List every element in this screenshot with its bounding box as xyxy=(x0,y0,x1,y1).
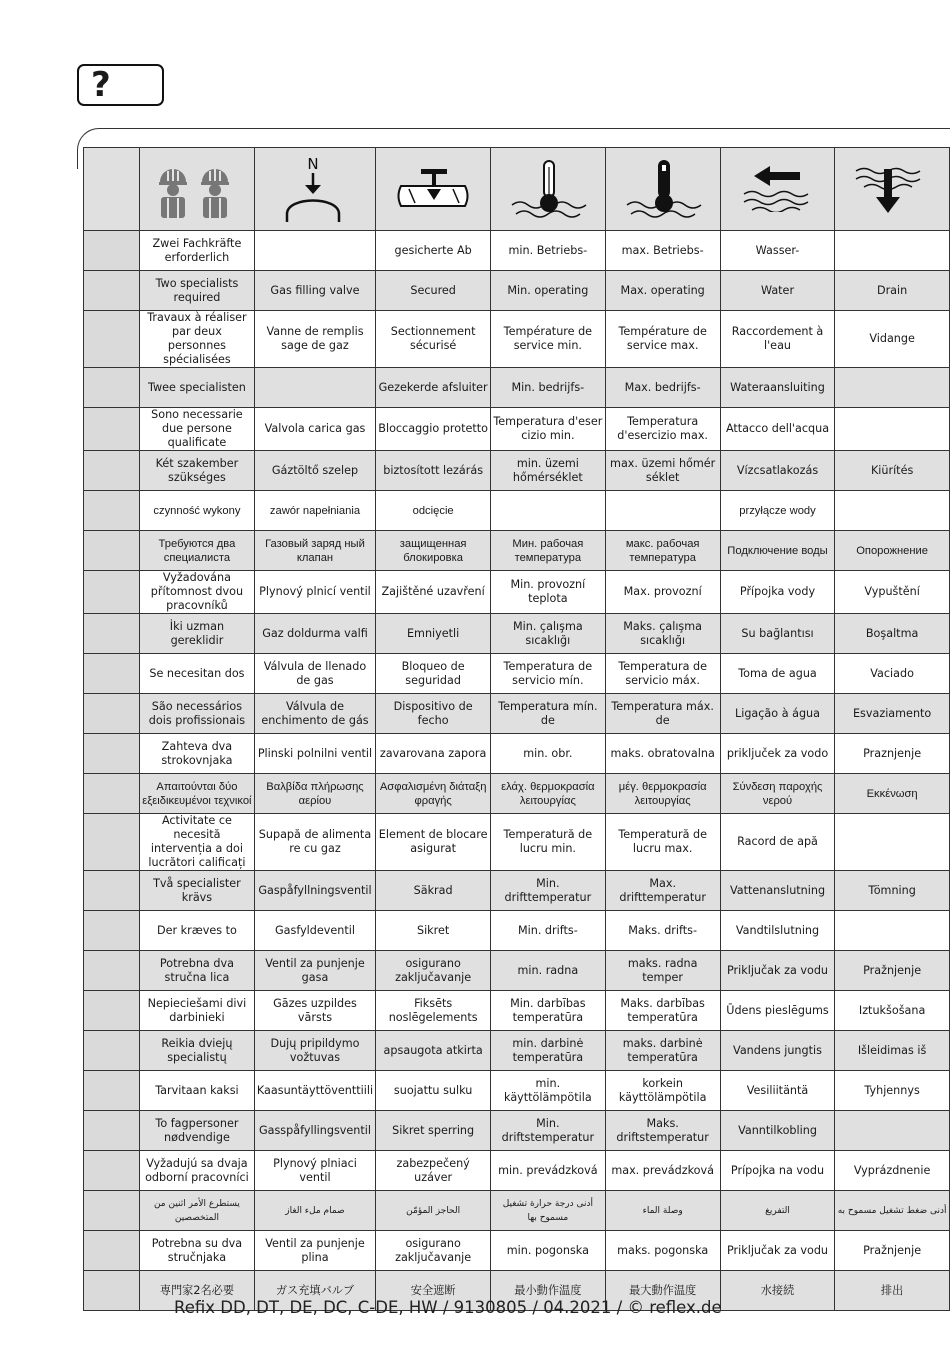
table-cell: Min. çalışma sıcaklığı xyxy=(491,614,605,654)
table-row xyxy=(84,271,950,311)
table-cell: Temperatură de lucru max. xyxy=(605,814,720,871)
help-symbol-box xyxy=(77,64,164,106)
table-cell: Plinski polnilni ventil xyxy=(254,734,375,774)
table-cell: Gāzes uzpildes vārsts xyxy=(254,991,375,1031)
table-row xyxy=(84,311,950,368)
row-lead-cell xyxy=(84,871,140,911)
table-cell: Temperatura d'eser cizio min. xyxy=(491,408,605,451)
drain-icon xyxy=(854,163,930,215)
row-lead-cell xyxy=(84,1271,140,1311)
table-cell: maks. pogonska xyxy=(605,1231,720,1271)
table-cell: zabezpečený uzáver xyxy=(376,1151,491,1191)
table-cell: Praznjenje xyxy=(835,734,950,774)
table-cell: Potrebna dva stručna lica xyxy=(139,951,254,991)
table-cell: 最小動作温度 xyxy=(491,1271,605,1311)
table-cell: Esvaziamento xyxy=(835,694,950,734)
two-workers-icon xyxy=(155,160,239,218)
table-cell: Vyprázdnenie xyxy=(835,1151,950,1191)
table-cell: Min. operating xyxy=(491,271,605,311)
table-cell: Pražnjenje xyxy=(835,951,950,991)
row-lead-cell xyxy=(84,991,140,1031)
table-cell: zavarovana zapora xyxy=(376,734,491,774)
table-cell: Min. driftstemperatur xyxy=(491,1111,605,1151)
table-cell: min. radna xyxy=(491,951,605,991)
table-cell: Temperatura mín. de xyxy=(491,694,605,734)
table-cell: Gaspåfyllningsventil xyxy=(254,871,375,911)
icon-cell xyxy=(720,148,834,231)
table-cell: 安全遮断 xyxy=(376,1271,491,1311)
table-cell: Απαιτούνται δύο εξειδικευμένοι τεχνικοί xyxy=(139,774,254,814)
table-cell: max. üzemi hőmér séklet xyxy=(605,451,720,491)
table-cell: apsaugota atkirta xyxy=(376,1031,491,1071)
table-cell: Tarvitaan kaksi xyxy=(139,1071,254,1111)
table-cell xyxy=(254,231,375,271)
table-cell xyxy=(835,911,950,951)
table-cell: Gasspåfyllingsventil xyxy=(254,1111,375,1151)
table-cell: osigurano zaključavanje xyxy=(376,1231,491,1271)
row-lead-cell xyxy=(84,1031,140,1071)
table-cell: Priključak za vodu xyxy=(720,1231,834,1271)
table-cell: Température de service min. xyxy=(491,311,605,368)
table-cell xyxy=(835,368,950,408)
table-cell: Мин. рабочая температура xyxy=(491,531,605,571)
table-row xyxy=(84,368,950,408)
row-lead-cell xyxy=(84,654,140,694)
table-cell: Kaasuntäyttöventtiili xyxy=(254,1071,375,1111)
table-cell: priključek za vodo xyxy=(720,734,834,774)
table-cell: Iztukšošana xyxy=(835,991,950,1031)
table-cell: Vízcsatlakozás xyxy=(720,451,834,491)
table-row xyxy=(84,1151,950,1191)
table-cell xyxy=(835,408,950,451)
table-cell: korkein käyttölämpötila xyxy=(605,1071,720,1111)
table-row xyxy=(84,774,950,814)
table-cell: Tömning xyxy=(835,871,950,911)
table-cell: Kiürítés xyxy=(835,451,950,491)
max-temperature-icon xyxy=(623,159,703,219)
table-cell: التفريغ xyxy=(720,1191,834,1231)
table-row xyxy=(84,871,950,911)
table-cell: Min. darbības temperatūra xyxy=(491,991,605,1031)
row-lead-cell xyxy=(84,148,140,231)
table-cell: Min. drifttemperatur xyxy=(491,871,605,911)
table-cell xyxy=(835,1111,950,1151)
table-cell: 最大動作温度 xyxy=(605,1271,720,1311)
table-cell: Potrebna su dva stručnjaka xyxy=(139,1231,254,1271)
table-cell: Maks. drifts- xyxy=(605,911,720,951)
table-cell: São necessários dois profissionais xyxy=(139,694,254,734)
row-lead-cell xyxy=(84,774,140,814)
table-cell: Max. drifttemperatur xyxy=(605,871,720,911)
table-cell: Reikia dviejų specialistų xyxy=(139,1031,254,1071)
icon-cell xyxy=(254,148,375,231)
table-cell: Vandens jungtis xyxy=(720,1031,834,1071)
table-cell: وصلة الماء xyxy=(605,1191,720,1231)
table-cell: 専門家2名必要 xyxy=(139,1271,254,1311)
table-cell: أدنى ضغط تشغيل مسموح به xyxy=(835,1191,950,1231)
water-connection-icon xyxy=(740,166,816,212)
table-cell: Газовый заряд ный клапан xyxy=(254,531,375,571)
table-row xyxy=(84,1111,950,1151)
table-cell: Raccordement à l'eau xyxy=(720,311,834,368)
table-cell: Maks. darbības temperatūra xyxy=(605,991,720,1031)
table-cell: Min. bedrijfs- xyxy=(491,368,605,408)
icon-cell xyxy=(491,148,605,231)
table-cell: Travaux à réaliser par deux personnes spécialisées xyxy=(139,311,254,368)
table-cell: Priključak za vodu xyxy=(720,951,834,991)
table-cell: min. pogonska xyxy=(491,1231,605,1271)
table-cell: Fiksēts noslēgelements xyxy=(376,991,491,1031)
table-row xyxy=(84,531,950,571)
table-cell: Attacco dell'acqua xyxy=(720,408,834,451)
document-footer: Refix DD, DT, DE, DC, C-DE, HW / 9130805 / 04.2021 / © reflex.de xyxy=(174,1298,722,1317)
table-cell: To fagpersoner nødvendige xyxy=(139,1111,254,1151)
table-cell xyxy=(605,491,720,531)
table-cell: min. üzemi hőmérséklet xyxy=(491,451,605,491)
table-cell: min. käyttölämpötila xyxy=(491,1071,605,1111)
gas-valve-nitrogen-icon xyxy=(283,154,347,224)
table-cell: Emniyetli xyxy=(376,614,491,654)
table-cell: Supapă de alimenta re cu gaz xyxy=(254,814,375,871)
table-cell: Gaz doldurma valfi xyxy=(254,614,375,654)
table-cell: Se necesitan dos xyxy=(139,654,254,694)
table-cell: Twee specialisten xyxy=(139,368,254,408)
table-cell: min. Betriebs- xyxy=(491,231,605,271)
table-row xyxy=(84,734,950,774)
row-lead-cell xyxy=(84,951,140,991)
table-cell: Valvola carica gas xyxy=(254,408,375,451)
table-cell: max. prevádzková xyxy=(605,1151,720,1191)
table-cell: Tyhjennys xyxy=(835,1071,950,1111)
table-cell: Su bağlantısı xyxy=(720,614,834,654)
table-cell: İki uzman gereklidir xyxy=(139,614,254,654)
table-cell: Zajištěné uzavření xyxy=(376,571,491,614)
table-cell: Temperatura máx. de xyxy=(605,694,720,734)
table-row xyxy=(84,911,950,951)
table-row xyxy=(84,654,950,694)
table-cell: Zahteva dva strokovnjaka xyxy=(139,734,254,774)
min-temperature-icon xyxy=(508,159,588,219)
multilingual-symbol-table xyxy=(83,147,950,1311)
table-cell: Två specialister krävs xyxy=(139,871,254,911)
table-cell: Min. provozní teplota xyxy=(491,571,605,614)
table-cell: Válvula de llenado de gas xyxy=(254,654,375,694)
table-cell: Ασφαλισμένη διάταξη φραγής xyxy=(376,774,491,814)
icon-cell xyxy=(376,148,491,231)
row-lead-cell xyxy=(84,814,140,871)
table-cell: Max. bedrijfs- xyxy=(605,368,720,408)
table-cell: Bloccaggio protetto xyxy=(376,408,491,451)
table-cell: 排出 xyxy=(835,1271,950,1311)
table-cell: Vanntilkobling xyxy=(720,1111,834,1151)
table-row xyxy=(84,1231,950,1271)
table-cell: Drain xyxy=(835,271,950,311)
table-cell: Требуются два специалиста xyxy=(139,531,254,571)
table-cell: Gasfyldeventil xyxy=(254,911,375,951)
table-cell: Vandtilslutning xyxy=(720,911,834,951)
table-cell: Temperatura de servicio máx. xyxy=(605,654,720,694)
table-cell: Boşaltma xyxy=(835,614,950,654)
row-lead-cell xyxy=(84,734,140,774)
row-lead-cell xyxy=(84,368,140,408)
table-cell: أدنى درجة حرارة تشغيل مسموح بها xyxy=(491,1191,605,1231)
table-cell: Prípojka na vodu xyxy=(720,1151,834,1191)
table-cell: Racord de apă xyxy=(720,814,834,871)
table-cell: biztosított lezárás xyxy=(376,451,491,491)
table-cell: Toma de agua xyxy=(720,654,834,694)
row-lead-cell xyxy=(84,1191,140,1231)
table-cell: Két szakember szükséges xyxy=(139,451,254,491)
row-lead-cell xyxy=(84,271,140,311)
table-cell: Zwei Fachkräfte erforderlich xyxy=(139,231,254,271)
table-cell: Max. operating xyxy=(605,271,720,311)
table-cell: odcięcie xyxy=(376,491,491,531)
table-cell: μέγ. θερμοκρασία λειτουργίας xyxy=(605,774,720,814)
table-cell: Vesiliitäntä xyxy=(720,1071,834,1111)
table-cell: maks. darbinė temperatūra xyxy=(605,1031,720,1071)
table-cell xyxy=(491,491,605,531)
table-cell: Wateraansluiting xyxy=(720,368,834,408)
table-row xyxy=(84,491,950,531)
table-cell: ガス充填バルブ xyxy=(254,1271,375,1311)
row-lead-cell xyxy=(84,451,140,491)
table-cell: Ligação à água xyxy=(720,694,834,734)
icon-cell xyxy=(139,148,254,231)
table-cell: Sectionnement sécurisé xyxy=(376,311,491,368)
table-cell xyxy=(835,231,950,271)
table-cell: Température de service max. xyxy=(605,311,720,368)
table-cell: ελάχ. θερμοκρασία λειτουργίας xyxy=(491,774,605,814)
table-cell: maks. radna temper xyxy=(605,951,720,991)
table-row xyxy=(84,231,950,271)
table-cell: Nepieciešami divi darbinieki xyxy=(139,991,254,1031)
table-cell: Išleidimas iš xyxy=(835,1031,950,1071)
table-cell: min. obr. xyxy=(491,734,605,774)
table-cell: Two specialists required xyxy=(139,271,254,311)
table-cell: Dujų pripildymo vožtuvas xyxy=(254,1031,375,1071)
table-cell: Přípojka vody xyxy=(720,571,834,614)
table-cell: Подключение воды xyxy=(720,531,834,571)
table-cell: Secured xyxy=(376,271,491,311)
table-cell: Element de blocare asigurat xyxy=(376,814,491,871)
table-cell: Vanne de remplis sage de gaz xyxy=(254,311,375,368)
row-lead-cell xyxy=(84,491,140,531)
table-cell: Temperatura d'esercizio max. xyxy=(605,408,720,451)
table-cell: Säkrad xyxy=(376,871,491,911)
table-cell: Dispositivo de fecho xyxy=(376,694,491,734)
table-cell: maks. obratovalna xyxy=(605,734,720,774)
table-cell: osigurano zaključavanje xyxy=(376,951,491,991)
table-cell: Plynový plnicí ventil xyxy=(254,571,375,614)
table-cell: Σύνδεση παροχής νερού xyxy=(720,774,834,814)
table-row xyxy=(84,451,950,491)
table-cell: min. prevádzková xyxy=(491,1151,605,1191)
table-cell: Activitate ce necesită intervenția a doi lucrători calificați xyxy=(139,814,254,871)
table-cell: Vypuštění xyxy=(835,571,950,614)
table-cell: Βαλβίδα πλήρωσης αερίου xyxy=(254,774,375,814)
table-cell: Min. drifts- xyxy=(491,911,605,951)
table-row xyxy=(84,694,950,734)
table-cell: Gezekerde afsluiter xyxy=(376,368,491,408)
table-cell: Ventil za punjenje plina xyxy=(254,1231,375,1271)
table-row xyxy=(84,408,950,451)
table-cell: يستطرع الأمر اثنين من المتخصصين xyxy=(139,1191,254,1231)
table-cell: max. Betriebs- xyxy=(605,231,720,271)
row-lead-cell xyxy=(84,408,140,451)
table-cell: Bloqueo de seguridad xyxy=(376,654,491,694)
table-cell: Vattenanslutning xyxy=(720,871,834,911)
row-lead-cell xyxy=(84,231,140,271)
table-cell: макс. рабочая температура xyxy=(605,531,720,571)
table-cell: min. darbinė temperatūra xyxy=(491,1031,605,1071)
table-row xyxy=(84,1071,950,1111)
table-cell: Water xyxy=(720,271,834,311)
table-row xyxy=(84,1031,950,1071)
table-cell: защищенная блокировка xyxy=(376,531,491,571)
table-cell: Maks. driftstemperatur xyxy=(605,1111,720,1151)
table-row xyxy=(84,991,950,1031)
table-cell: Max. provozní xyxy=(605,571,720,614)
table-cell: Pražnjenje xyxy=(835,1231,950,1271)
table-cell: Maks. çalışma sıcaklığı xyxy=(605,614,720,654)
table-cell: Ūdens pieslēgums xyxy=(720,991,834,1031)
table-cell: Gáztöltő szelep xyxy=(254,451,375,491)
row-lead-cell xyxy=(84,1231,140,1271)
table-cell: czynność wykony xyxy=(139,491,254,531)
table-cell: Der kræves to xyxy=(139,911,254,951)
table-cell: Εκκένωση xyxy=(835,774,950,814)
icon-cell xyxy=(605,148,720,231)
table-cell: Sono necessarie due persone qualificate xyxy=(139,408,254,451)
table-cell: Vyžadována přítomnost dvou pracovníků xyxy=(139,571,254,614)
row-lead-cell xyxy=(84,571,140,614)
table-cell: zawór napełniania xyxy=(254,491,375,531)
table-cell: Plynový plniaci ventil xyxy=(254,1151,375,1191)
table-cell: Vyžadujú sa dvaja odborní pracovníci xyxy=(139,1151,254,1191)
table-cell: Temperatura de servicio mín. xyxy=(491,654,605,694)
table-cell: Sikret xyxy=(376,911,491,951)
table-cell: Ventil za punjenje gasa xyxy=(254,951,375,991)
nitrogen-label: N xyxy=(307,155,319,173)
help-symbol: ? xyxy=(91,65,111,105)
table-cell: Vaciado xyxy=(835,654,950,694)
table-cell: Sikret sperring xyxy=(376,1111,491,1151)
row-lead-cell xyxy=(84,1071,140,1111)
table-cell: przyłącze wody xyxy=(720,491,834,531)
secured-shutoff-icon xyxy=(395,167,471,211)
table-cell: 水接続 xyxy=(720,1271,834,1311)
row-lead-cell xyxy=(84,694,140,734)
table-cell: Wasser- xyxy=(720,231,834,271)
table-cell: الحاجز المؤمّن xyxy=(376,1191,491,1231)
row-lead-cell xyxy=(84,1151,140,1191)
table-cell xyxy=(835,814,950,871)
table-cell: Válvula de enchimento de gás xyxy=(254,694,375,734)
table-cell: Temperatură de lucru min. xyxy=(491,814,605,871)
row-lead-cell xyxy=(84,1111,140,1151)
table-cell: gesicherte Ab xyxy=(376,231,491,271)
table-cell: Опорожнение xyxy=(835,531,950,571)
table-cell xyxy=(835,491,950,531)
table-cell: Gas filling valve xyxy=(254,271,375,311)
table-cell: صمام ملء الغاز xyxy=(254,1191,375,1231)
table-cell: Vidange xyxy=(835,311,950,368)
row-lead-cell xyxy=(84,531,140,571)
row-lead-cell xyxy=(84,911,140,951)
table-row xyxy=(84,614,950,654)
table-row xyxy=(84,571,950,614)
table-row xyxy=(84,814,950,871)
icon-cell xyxy=(835,148,950,231)
row-lead-cell xyxy=(84,311,140,368)
row-lead-cell xyxy=(84,614,140,654)
icon-row xyxy=(84,148,950,231)
table-cell xyxy=(254,368,375,408)
table-row xyxy=(84,951,950,991)
table-row xyxy=(84,1191,950,1231)
table-cell: suojattu sulku xyxy=(376,1071,491,1111)
